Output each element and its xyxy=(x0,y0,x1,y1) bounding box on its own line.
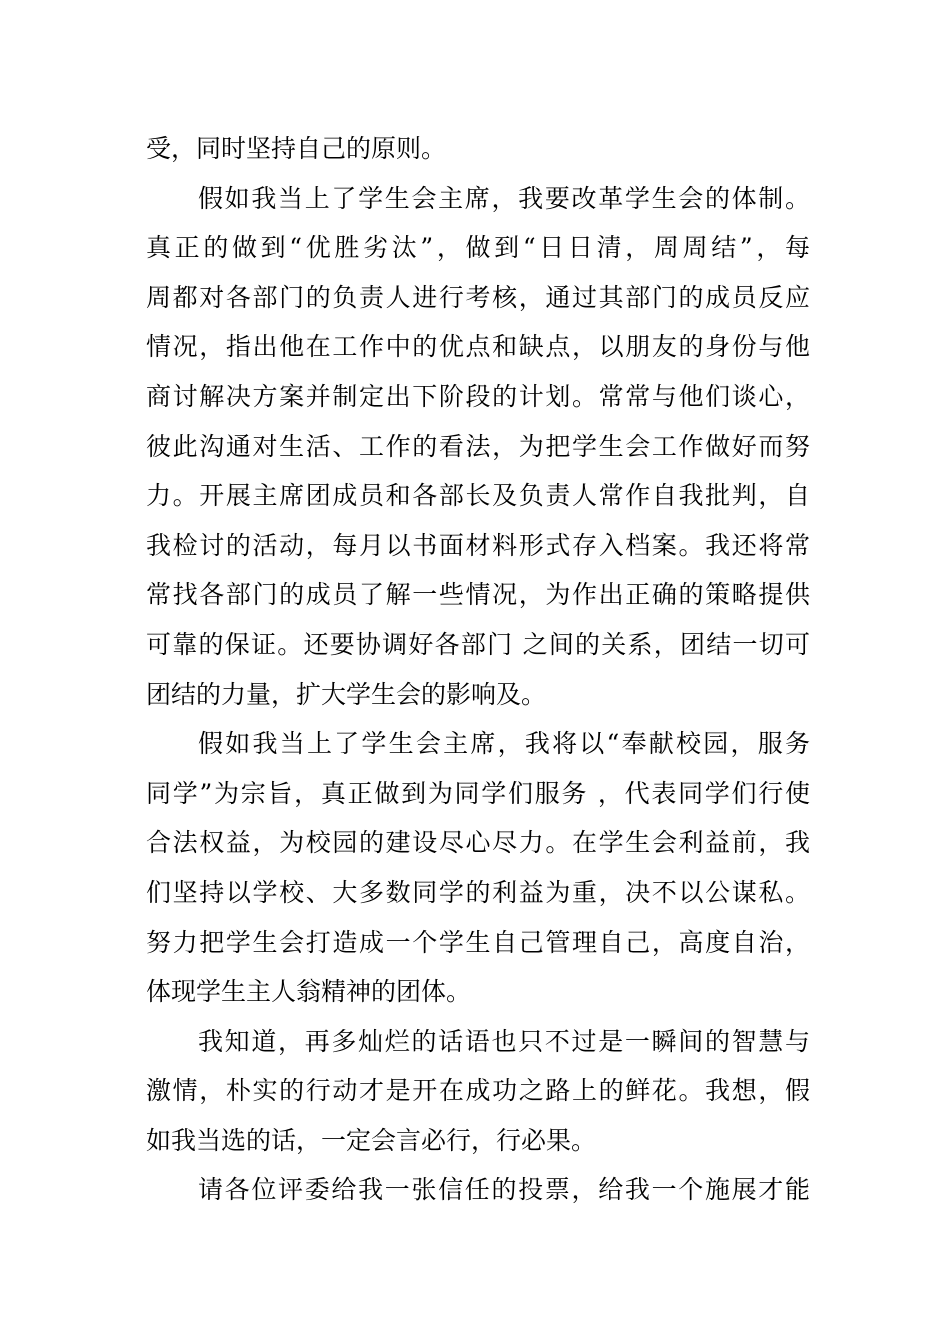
text-line: 们坚持以学校、大多数同学的利益为重，决不以公谋私。 xyxy=(146,877,810,907)
text-line: 我检讨的活动，每月以书面材料形式存入档案。我还将常 xyxy=(146,530,810,560)
text-line: 请各位评委给我一张信任的投票，给我一个施展才能 xyxy=(198,1175,810,1205)
text-line: 真正的做到“优胜劣汰”，做到“日日清，周周结”，每 xyxy=(146,233,810,263)
text-line: 假如我当上了学生会主席，我将以“奉献校园，服务 xyxy=(198,729,810,759)
text-line: 同学”为宗旨，真正做到为同学们服务 ，代表同学们行使 xyxy=(146,778,810,808)
document-body xyxy=(146,124,810,1215)
text-line: 假如我当上了学生会主席，我要改革学生会的体制。 xyxy=(198,183,810,213)
text-line: 我知道，再多灿烂的话语也只不过是一瞬间的智慧与 xyxy=(198,1026,810,1056)
text-line: 如我当选的话，一定会言必行，行必果。 xyxy=(146,1125,597,1155)
text-line: 彼此沟通对生活、工作的看法，为把学生会工作做好而努 xyxy=(146,431,810,461)
text-line: 力。开展主席团成员和各部长及负责人常作自我批判，自 xyxy=(146,481,810,511)
text-line: 可靠的保证。还要协调好各部门 之间的关系，团结一切可 xyxy=(146,629,810,659)
text-line: 常找各部门的成员了解一些情况，为作出正确的策略提供 xyxy=(146,580,810,610)
text-line: 商讨解决方案并制定出下阶段的计划。常常与他们谈心， xyxy=(146,381,810,411)
text-line: 周都对各部门的负责人进行考核，通过其部门的成员反应 xyxy=(146,282,810,312)
text-line: 团结的力量，扩大学生会的影响及。 xyxy=(146,679,547,709)
text-line: 情况，指出他在工作中的优点和缺点，以朋友的身份与他 xyxy=(146,332,810,362)
text-line: 合法权益，为校园的建设尽心尽力。在学生会利益前，我 xyxy=(146,828,810,858)
text-line: 受，同时坚持自己的原则。 xyxy=(146,134,447,163)
text-line: 激情，朴实的行动才是开在成功之路上的鲜花。我想，假 xyxy=(146,1076,810,1106)
text-line: 体现学生主人翁精神的团体。 xyxy=(146,977,472,1007)
text-line: 努力把学生会打造成一个学生自己管理自己，高度自治， xyxy=(146,927,810,957)
